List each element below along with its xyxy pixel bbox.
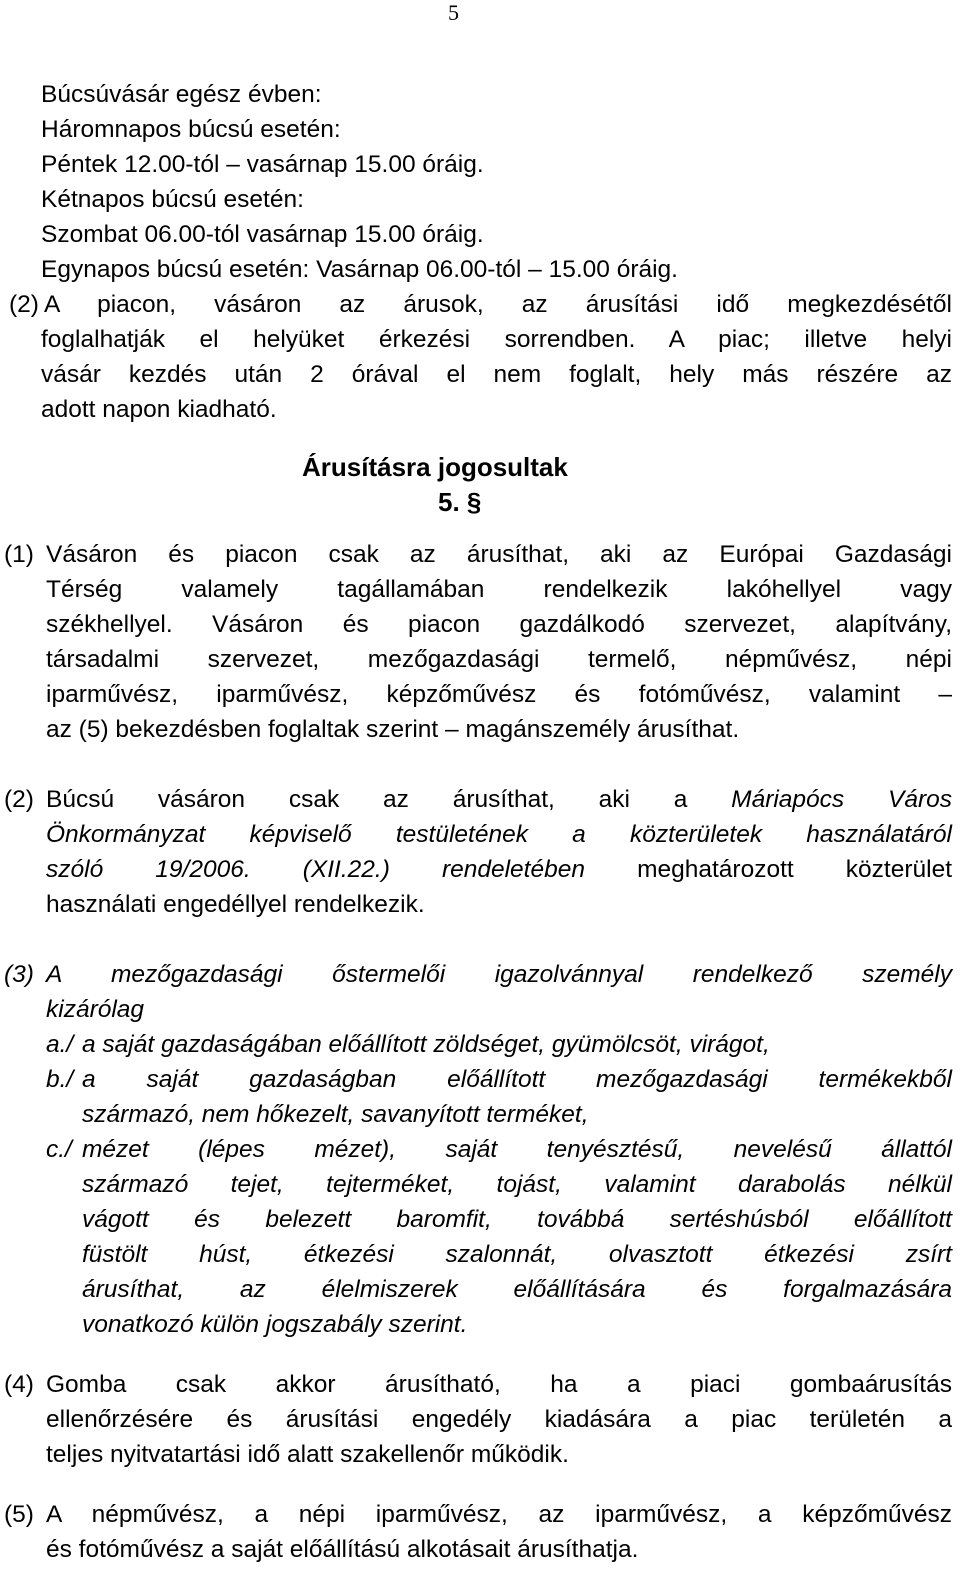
paragraph-number: (4) xyxy=(4,1371,34,1398)
ordinance-issuer: Máriapócs Város xyxy=(731,786,952,813)
list-marker: a./ xyxy=(46,1031,74,1058)
paragraph-number: (2) xyxy=(4,786,34,813)
ordinance-reference: szóló 19/2006. (XII.22.) rendeletében xyxy=(46,856,585,883)
list-item-line: a saját gazdaságában előállított zöldséget, gyümölcsöt, virágot, xyxy=(82,1031,770,1058)
paragraph-line: A mezőgazdasági őstermelői igazolvánnyal rendelkező személy xyxy=(46,961,952,988)
list-item-line: származó, nem hőkezelt, savanyított terméket, xyxy=(82,1101,589,1128)
paragraph-line: ellenőrzésére és árusítási engedély kiadására a piac területén a xyxy=(46,1406,952,1433)
list-item-line: vágott és belezett baromfit, továbbá sertéshúsból előállított xyxy=(82,1206,952,1233)
paragraph-line: foglalhatják el helyüket érkezési sorrendben. A piac; illetve helyi xyxy=(41,326,952,353)
paragraph-line: Vásáron és piacon csak az árusíthat, aki az Európai Gazdasági xyxy=(46,541,952,568)
schedule-line: Szombat 06.00-tól vasárnap 15.00 óráig. xyxy=(41,221,484,248)
paragraph-line: teljes nyitvatartási idő alatt szakellenőr működik. xyxy=(46,1441,569,1468)
paragraph-line: A piacon, vásáron az árusok, az árusítási idő megkezdésétől xyxy=(44,291,952,318)
paragraph-line: kizárólag xyxy=(46,996,145,1023)
paragraph-line: az (5) bekezdésben foglaltak szerint – magánszemély árusíthat. xyxy=(46,716,740,743)
list-item-line: vonatkozó külön jogszabály szerint. xyxy=(82,1311,468,1338)
paragraph-line: Búcsú vásáron csak az árusíthat, aki a Máriapócs Város xyxy=(46,786,952,813)
list-item-line: árusíthat, az élelmiszerek előállítására és forgalmazására xyxy=(82,1276,952,1303)
paragraph-number: (3) xyxy=(4,961,34,988)
paragraph-line: társadalmi szervezet, mezőgazdasági termelő, népművész, népi xyxy=(46,646,952,673)
list-item-line: füstölt húst, étkezési szalonnát, olvasztott étkezési zsírt xyxy=(82,1241,952,1268)
paragraph-line: Gomba csak akkor árusítható, ha a piaci gombaárusítás xyxy=(46,1371,952,1398)
schedule-line: Háromnapos búcsú esetén: xyxy=(41,116,341,143)
paragraph-line: szóló 19/2006. (XII.22.) rendeletében meghatározott közterület xyxy=(46,856,953,883)
list-item-line: mézet (lépes mézet), saját tenyésztésű, nevelésű állattól xyxy=(82,1136,952,1163)
section-title: Árusításra jogosultak xyxy=(302,452,568,482)
schedule-line: Búcsúvásár egész évben: xyxy=(41,81,322,108)
paragraph-line: Önkormányzat képviselő testületének a közterületek használatáról xyxy=(46,821,952,848)
section-number: 5. § xyxy=(438,487,482,517)
paragraph-number: (1) xyxy=(4,541,34,568)
paragraph-line: Térség valamely tagállamában rendelkezik lakóhellyel vagy xyxy=(46,576,952,603)
list-marker: c./ xyxy=(46,1136,72,1163)
list-item-line: a saját gazdaságban előállított mezőgazdasági termékekből xyxy=(82,1066,952,1093)
schedule-line: Egynapos búcsú esetén: Vasárnap 06.00-tól – 15.00 óráig. xyxy=(41,256,678,283)
paragraph-line: használati engedéllyel rendelkezik. xyxy=(46,891,425,918)
schedule-line: Péntek 12.00-tól – vasárnap 15.00 óráig. xyxy=(41,151,484,178)
paragraph-number: (2) xyxy=(9,291,39,318)
list-item-line: származó tejet, tejterméket, tojást, valamint darabolás nélkül xyxy=(82,1171,952,1198)
list-marker: b./ xyxy=(46,1066,74,1093)
schedule-line: Kétnapos búcsú esetén: xyxy=(41,186,304,213)
paragraph-number: (5) xyxy=(4,1501,34,1528)
paragraph-line: adott napon kiadható. xyxy=(41,396,277,423)
paragraph-line: és fotóművész a saját előállítású alkotásait árusíthatja. xyxy=(46,1536,639,1563)
paragraph-line: A népművész, a népi iparművész, az iparművész, a képzőművész xyxy=(46,1501,952,1528)
paragraph-line: székhellyel. Vásáron és piacon gazdálkodó szervezet, alapítvány, xyxy=(46,611,952,638)
paragraph-line: iparművész, iparművész, képzőművész és fotóművész, valamint – xyxy=(46,681,952,708)
page-number: 5 xyxy=(448,0,459,25)
paragraph-line: vásár kezdés után 2 órával el nem foglalt, hely más részére az xyxy=(41,361,952,388)
